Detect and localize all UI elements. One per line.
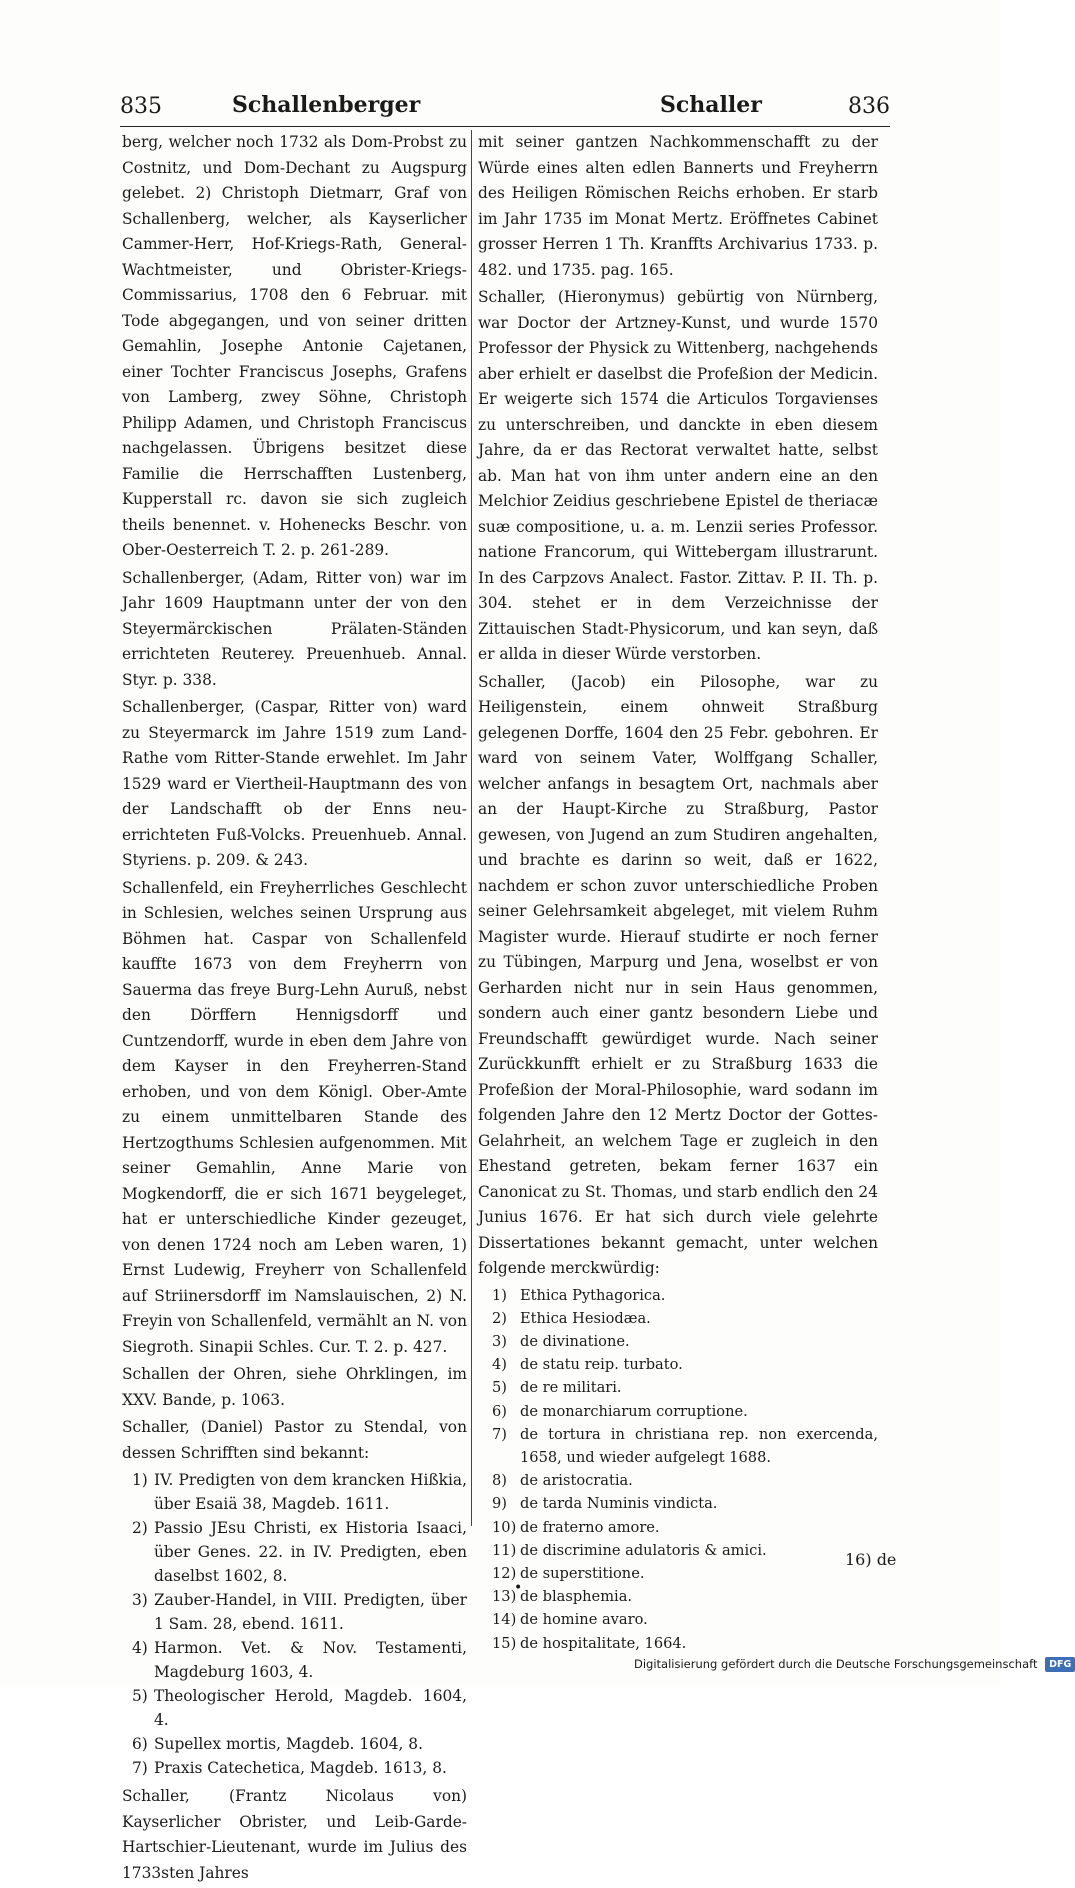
header-keyword-left: Schallenberger <box>232 92 421 118</box>
list-item: 5) Theologischer Herold, Magdeb. 1604, 4. <box>132 1687 467 1729</box>
page-number-right: 836 <box>848 94 890 119</box>
entry-continuation-right: mit seiner gantzen Nachkommenschafft zu der Würde eines alten edlen Bannerts und Freyherrn des Heiligen Römischen Reichs erhoben. Er starb im Jahr 1735 im Monat Mertz. Eröffnetes Cabinet grosser Herren 1 Th. Kranffts Archivarius 1733. p. 482. und 1735. pag. 165. <box>478 133 878 279</box>
list-item: 4) de statu reip. turbato. <box>492 1356 683 1374</box>
dfg-logo: DFG <box>1045 1657 1075 1672</box>
entry-schaller-daniel: Schaller, (Daniel) Pastor zu Stendal, von dessen Schrifften sind bekannt: <box>122 1418 467 1462</box>
list-item: 7) Praxis Catechetica, Magdeb. 1613, 8. <box>132 1759 447 1777</box>
works-list-jacob <box>478 1284 878 1655</box>
entry-schallenfeld: Schallenfeld, ein Freyherrliches Geschlecht in Schlesien, welches seinen Ursprung aus Böhmen hat. Caspar von Schallenfeld kauffte 1673 von dem Freyherrn von Sauerma das freye Burg-Lehn Auruß, nebst den Dörffern Hennigsdorff und Cuntzendorff, wurde in eben dem Jahre von dem Kayser in den Freyherren-Stand erhoben, und von dem Königl. Ober-Amte zu einem unmittelbaren Stande des Hertzogthums Schlesien aufgenommen. Mit seiner Gemahlin, Anne Marie von Mogkendorff, die er sich 1671 beygeleget, hat er unterschiedliche Kinder gezeuget, von denen 1724 noch am Leben waren, 1) Ernst Ludewig, Freyherr von Schallenfeld auf Striinersdorff im Namslauischen, 2) N. Freyin von Schallenfeld, vermählt an N. von Siegroth. Sinapii Schles. Cur. T. 2. p. 427. <box>122 878 467 1356</box>
list-item: 7) de tortura in christiana rep. non exercenda, 1658, und wieder aufgelegt 1688. <box>492 1425 878 1466</box>
list-item: 3) Zauber-Handel, in VIII. Predigten, über 1 Sam. 28, ebend. 1611. <box>132 1591 467 1633</box>
right-column <box>478 130 878 1659</box>
entry-schaller-frantz: Schaller, (Frantz Nicolaus von) Kayserlicher Obrister, und Leib-Garde-Hartschier-Lieutenant, wurde im Julius des 1733sten Jahres <box>122 1787 467 1882</box>
list-item: 4) Harmon. Vet. & Nov. Testamenti, Magdeburg 1603, 4. <box>132 1639 467 1681</box>
list-item: 13) de blasphemia. <box>492 1588 633 1606</box>
list-item: 6) de monarchiarum corruptione. <box>492 1402 748 1420</box>
list-item: 15) de hospitalitate, 1664. <box>492 1634 687 1652</box>
header-keyword-right: Schaller <box>660 92 762 118</box>
works-list-daniel <box>122 1468 467 1780</box>
list-item: 14) de homine avaro. <box>492 1611 648 1629</box>
entry-continuation: berg, welcher noch 1732 als Dom-Probst zu Costnitz, und Dom-Dechant zu Augspurg gelebet. 2) Christoph Dietmarr, Graf von Schallenberg, welcher, als Kayserlicher Cammer-Herr, Hof-Kriegs-Rath, General-Wachtmeister, und Obrister-Kriegs-Commissarius, 1708 den 6 Februar. mit Tode abgegangen, und von seiner dritten Gemahlin, Josephe Antonie Cajetanen, einer Tochter Franciscus Josephs, Grafens von Lamberg, zwey Söhne, Christoph Philipp Adamen, und Christoph Franciscus nachgelassen. Übrigens besitzet diese Familie die Herrschafften Lustenberg, Kupperstall rc. davon sie sich zugleich theils benennet. v. Hohenecks Beschr. von Ober-Oesterreich T. 2. p. 261-289. <box>122 133 467 559</box>
left-column <box>122 130 467 1888</box>
running-header <box>120 92 890 127</box>
catchword: 16) de <box>845 1550 897 1569</box>
list-item: 11) de discrimine adulatoris & amici. <box>492 1541 767 1559</box>
list-item: 5) de re militari. <box>492 1379 622 1397</box>
entry-schallenberger-caspar: Schallenberger, (Caspar, Ritter von) ward zu Steyermarck im Jahre 1519 zum Land-Rathe vom Ritter-Stande erwehlet. Im Jahr 1529 ward er Viertheil-Hauptmann des von der Landschafft ob der Enns neu-errichteten Fuß-Volcks. Preuenhueb. Annal. Styriens. p. 209. & 243. <box>122 698 467 869</box>
list-item: 6) Supellex mortis, Magdeb. 1604, 8. <box>132 1735 423 1753</box>
entry-schallen-der-ohren: Schallen der Ohren, siehe Ohrklingen, im XXV. Bande, p. 1063. <box>122 1365 467 1409</box>
footer-credit: Digitalisierung gefördert durch die Deutsche Forschungsgemeinschaft <box>634 1657 1038 1671</box>
column-divider <box>471 130 472 1526</box>
list-item: 3) de divinatione. <box>492 1332 630 1350</box>
digitization-footer <box>634 1657 1072 1679</box>
list-item: 8) de aristocratia. <box>492 1472 633 1490</box>
page-number-left: 835 <box>120 94 162 119</box>
list-item: 2) Ethica Hesiodæa. <box>492 1309 651 1327</box>
signature-mark: • <box>514 1580 523 1596</box>
list-item: 9) de tarda Numinis vindicta. <box>492 1495 718 1513</box>
list-item: 12) de superstitione. <box>492 1564 645 1582</box>
entry-schaller-jacob: Schaller, (Jacob) ein Pilosophe, war zu Heiligenstein, einem ohnweit Straßburg gelegenen Dorffe, 1604 den 25 Febr. gebohren. Er ward von seinem Vater, Wolffgang Schaller, welcher anfangs in besagtem Ort, nachmals aber an der Haupt-Kirche zu Straßburg, Pastor gewesen, von Jugend an zum Studiren angehalten, und brachte es darinn so weit, daß er 1622, nachdem er schon zuvor unterschiedliche Proben seiner Gelehrsamkeit abgeleget, mit vielem Ruhm Magister wurde. Hierauf studirte er noch ferner zu Tübingen, Marpurg und Jena, woselbst er von Gerharden nicht nur in sein Haus genommen, sondern auch einer gantz besondern Liebe und Freundschafft gewürdiget wurde. Nach seiner Zurückkunfft erhielt er zu Straßburg 1633 die Profeßion der Moral-Philosophie, ward sodann im folgenden Jahre den 12 Mertz Doctor der Gottes-Gelahrheit, an welchem Tage er zugleich in den Ehestand getreten, bekam ferner 1637 ein Canonicat zu St. Thomas, und starb endlich den 24 Junius 1676. Er hat sich durch viele gelehrte Dissertationes bekannt gemacht, unter welchen folgende merckwürdig: <box>478 672 878 1277</box>
entry-schallenberger-adam: Schallenberger, (Adam, Ritter von) war im Jahr 1609 Hauptmann unter der von den Steyermärckischen Prälaten-Ständen errichteten Reuterey. Preuenhueb. Annal. Styr. p. 338. <box>122 568 467 689</box>
list-item: 1) IV. Predigten von dem krancken Hißkia, über Esaiä 38, Magdeb. 1611. <box>132 1471 467 1513</box>
list-item: 1) Ethica Pythagorica. <box>492 1286 666 1304</box>
entry-schaller-hieronymus: Schaller, (Hieronymus) gebürtig von Nürnberg, war Doctor der Artzney-Kunst, und wurde 1570 Professor der Physick zu Wittenberg, nachgehends aber erhielt er daselbst die Profeßion der Medicin. Er weigerte sich 1574 die Articulos Torgavienses zu unterschreiben, und danckte in eben diesem Jahre, da er das Rectorat verwaltet hatte, selbst ab. Man hat von ihm unter andern eine an den Melchior Zeidius geschriebene Epistel de theriacæ suæ compositione, u. a. m. Lenzii series Professor. natione Francorum, qui Wittebergam illustrarunt. In des Carpzovs Analect. Fastor. Zittav. P. II. Th. p. 304. stehet er in dem Verzeichnisse der Zittauischen Stadt-Physicorum, und kan seyn, daß er allda in dieser Würde verstorben. <box>478 288 878 663</box>
list-item: 2) Passio JEsu Christi, ex Historia Isaaci, über Genes. 22. in IV. Predigten, eben daselbst 1602, 8. <box>132 1519 467 1585</box>
list-item: 10) de fraterno amore. <box>492 1518 660 1536</box>
